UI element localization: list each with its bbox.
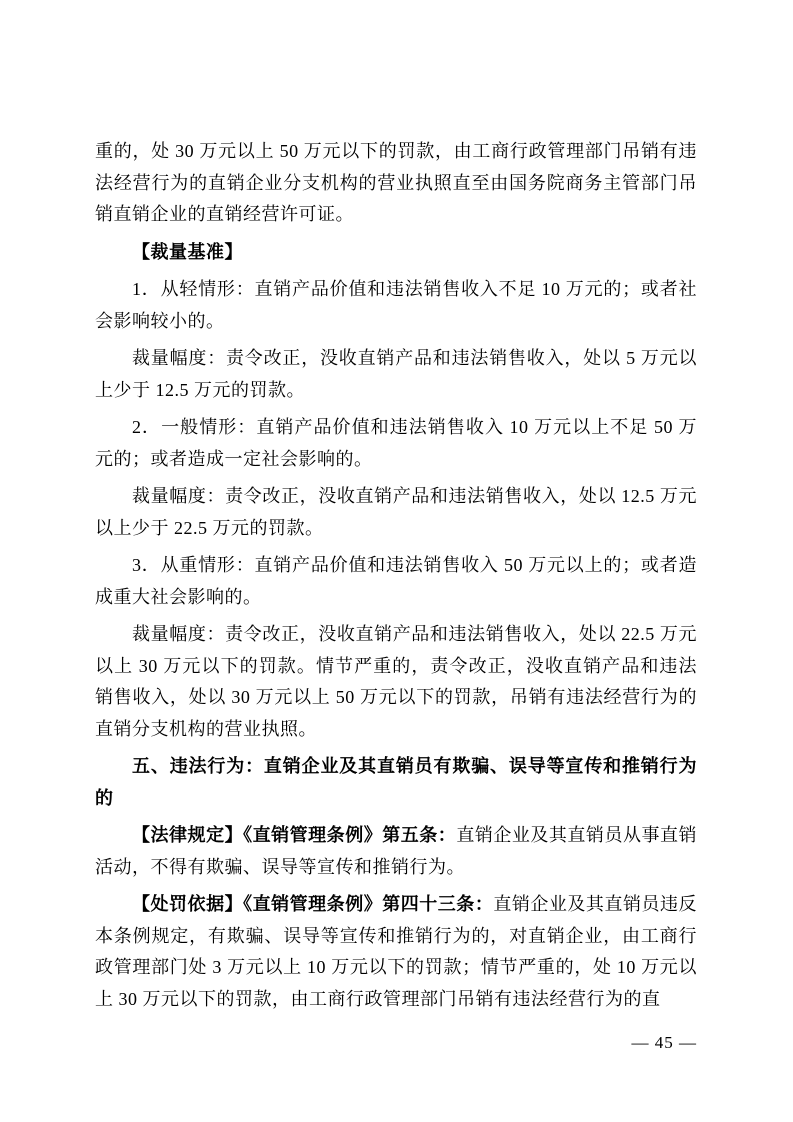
text-segment: 重的，处 30 万元以上 50 万元以下的罚款，由工商行政管理部门吊销有违法经营行为的直销企业分支机构的营业执照直至由国务院商务主管部门吊销直销企业的直销经营许可证。 [95,141,697,224]
text-segment: 直销企业及其直销员违反本条例规定，有欺骗、误导等宣传和推销行为的，对直销企业，由工商行政管理部门处 3 万元以上 10 万元以下的罚款；情节严重的，处 10 万元以上 30 万元以下的罚款，由工商行政管理部门吊销有违法经营行为的直 [95,894,698,1009]
para-legal-basis [95,820,697,883]
text-segment: 裁量幅度：责令改正，没收直销产品和违法销售收入，处以 22.5 万元以上 30 万元以下的罚款。情节严重的，责令改正，没收直销产品和违法销售收入，处以 30 万元以上 50 万元以下的罚款，吊销有违法经营行为的直销分支机构的营业执照。 [95,624,697,739]
para-light-range [95,343,697,406]
text-segment: 裁量幅度：责令改正，没收直销产品和违法销售收入，处以 5 万元以上少于 12.5 万元的罚款。 [95,348,697,400]
bold-segment: 【裁量基准】 [132,241,243,262]
bold-segment: 五、违法行为：直销企业及其直销员有欺骗、误导等宣传和推销行为的 [95,756,697,808]
para-light-situation [95,274,697,337]
document-body [95,136,697,1021]
text-segment: 3．从重情形：直销产品价值和违法销售收入 50 万元以上的；或者造成重大社会影响的。 [95,555,697,607]
text-segment: 裁量幅度：责令改正，没收直销产品和违法销售收入，处以 12.5 万元以上少于 22.5 万元的罚款。 [95,486,697,538]
text-segment: 2．一般情形：直销产品价值和违法销售收入 10 万元以上不足 50 万元的；或者造成一定社会影响的。 [95,417,697,469]
heading-discretion-standard [95,237,697,269]
para-penalty-basis [95,889,697,1015]
text-segment: 直销企业及其直销员从事直销活动，不得有欺骗、误导等宣传和推销行为。 [95,825,698,877]
para-general-range [95,481,697,544]
para-heavy-situation [95,550,697,613]
para-general-situation [95,412,697,475]
page-number: — 45 — [631,1033,697,1052]
heading-violation-five [95,751,697,814]
para-continuation-penalty [95,136,697,231]
para-heavy-range [95,619,697,745]
bold-segment: 【处罚依据】《直销管理条例》第四十三条： [132,894,494,914]
text-segment: 1．从轻情形：直销产品价值和违法销售收入不足 10 万元的；或者社会影响较小的。 [95,279,697,331]
bold-segment: 【法律规定】《直销管理条例》第五条： [132,825,457,845]
